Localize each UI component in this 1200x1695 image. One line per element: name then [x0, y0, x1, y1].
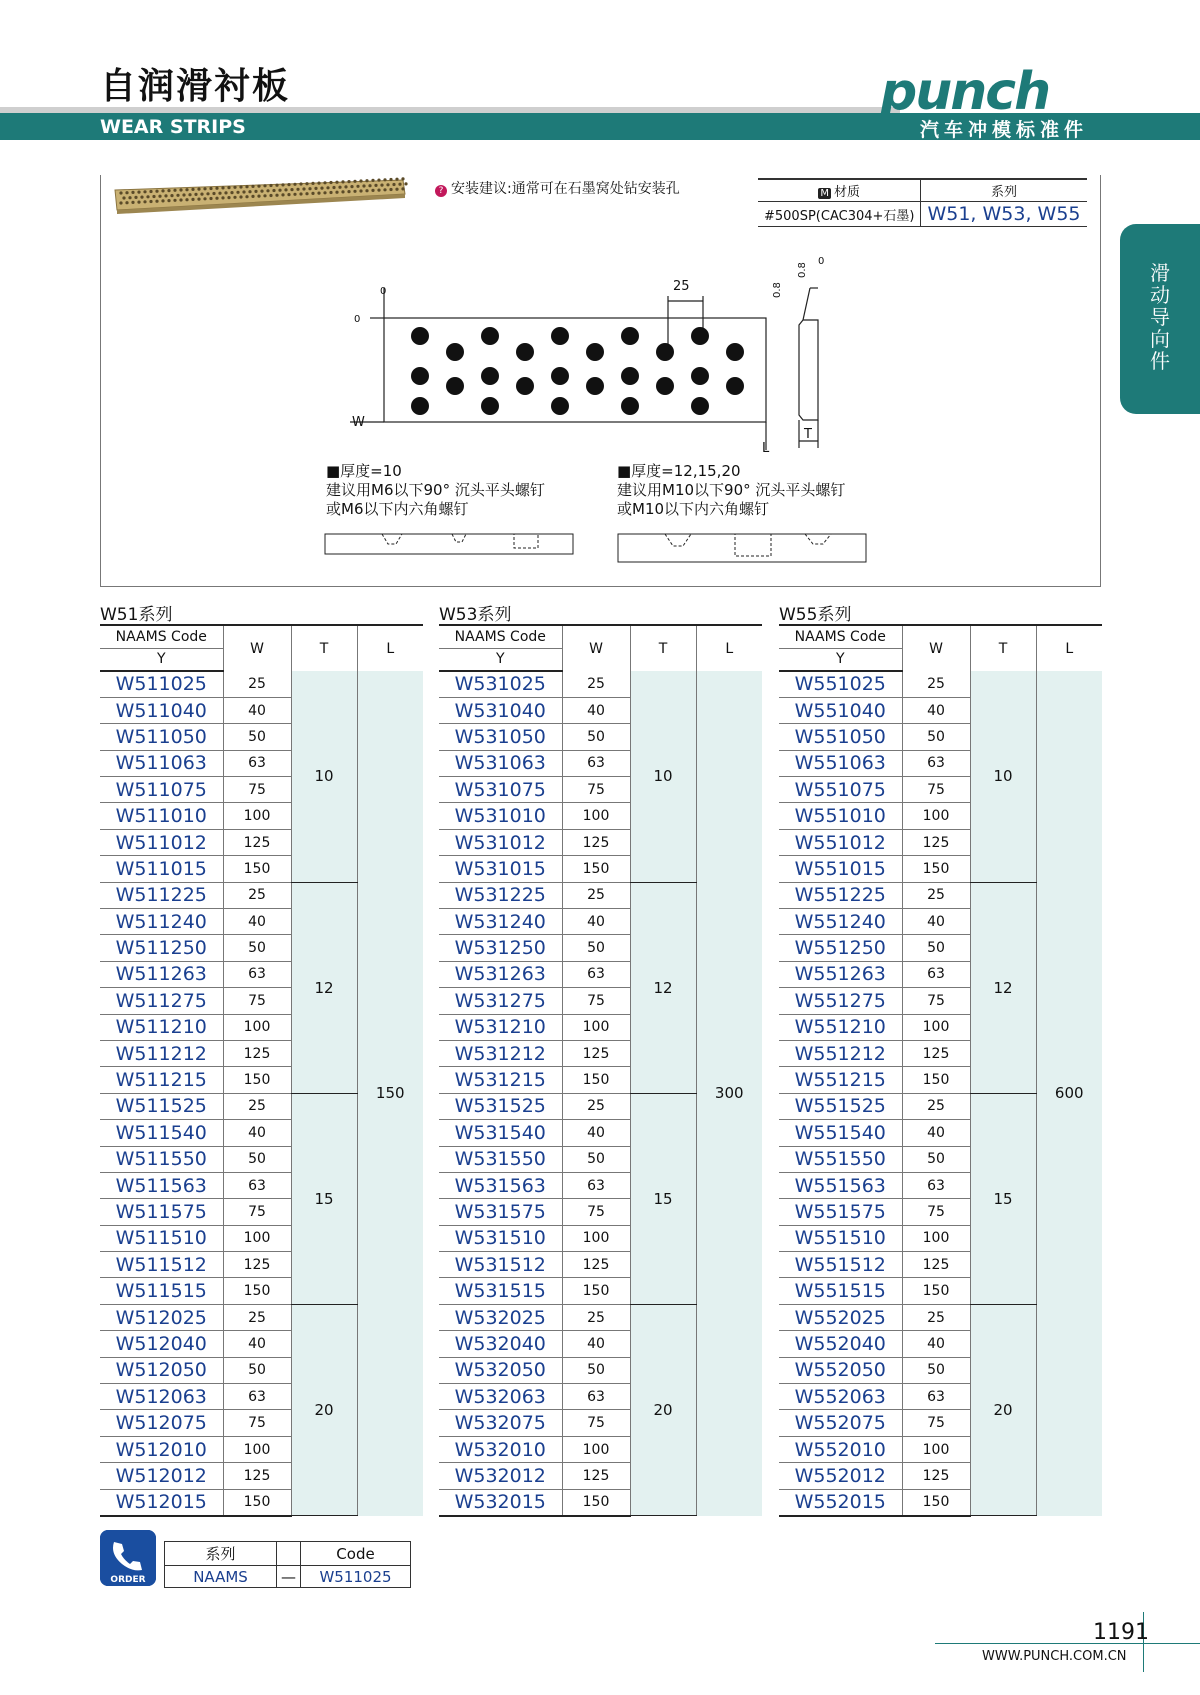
naams-code[interactable]: W531525: [439, 1093, 562, 1119]
thickness-value: 15: [291, 1093, 357, 1304]
wear-strip-photo: [113, 180, 409, 226]
length-value: 150: [357, 671, 423, 1516]
width-value: 25: [902, 1093, 970, 1119]
width-value: 50: [562, 1146, 630, 1172]
dim-l-label: L: [762, 441, 770, 456]
naams-code[interactable]: W552015: [779, 1489, 902, 1515]
width-value: 75: [902, 777, 970, 803]
naams-code[interactable]: W511515: [100, 1278, 223, 1304]
width-value: 75: [902, 988, 970, 1014]
width-value: 150: [223, 1067, 291, 1093]
naams-code[interactable]: W551575: [779, 1199, 902, 1225]
width-value: 63: [562, 750, 630, 776]
naams-code[interactable]: W551240: [779, 909, 902, 935]
width-value: 25: [223, 671, 291, 697]
naams-code[interactable]: W511012: [100, 829, 223, 855]
width-value: 40: [902, 697, 970, 723]
naams-code[interactable]: W531515: [439, 1278, 562, 1304]
naams-code[interactable]: W531025: [439, 671, 562, 697]
width-value: 125: [902, 829, 970, 855]
width-value: 50: [902, 935, 970, 961]
naams-code[interactable]: W532063: [439, 1384, 562, 1410]
width-value: 150: [902, 856, 970, 882]
width-value: 75: [223, 1199, 291, 1225]
width-value: 100: [223, 1014, 291, 1040]
naams-code[interactable]: W511050: [100, 724, 223, 750]
table-row: [100, 671, 423, 697]
naams-code[interactable]: W511075: [100, 777, 223, 803]
naams-code[interactable]: W552040: [779, 1331, 902, 1357]
naams-code[interactable]: W551063: [779, 750, 902, 776]
length-value: 300: [696, 671, 762, 1516]
naams-code[interactable]: W511010: [100, 803, 223, 829]
naams-code[interactable]: W531015: [439, 856, 562, 882]
svg-text:ORDER: ORDER: [110, 1575, 146, 1585]
thickness-value: 20: [970, 1304, 1036, 1515]
width-value: 150: [562, 1489, 630, 1515]
naams-code[interactable]: W532025: [439, 1304, 562, 1330]
naams-code[interactable]: W531510: [439, 1225, 562, 1251]
width-value: 75: [562, 1199, 630, 1225]
naams-code[interactable]: W551215: [779, 1067, 902, 1093]
naams-code[interactable]: W551040: [779, 697, 902, 723]
naams-code[interactable]: W552010: [779, 1436, 902, 1462]
naams-code[interactable]: W531210: [439, 1014, 562, 1040]
width-value: 150: [902, 1067, 970, 1093]
naams-code[interactable]: W511550: [100, 1146, 223, 1172]
naams-code[interactable]: W512012: [100, 1463, 223, 1489]
width-value: 50: [223, 935, 291, 961]
width-value: 25: [562, 1093, 630, 1119]
side-tab-label: 滑动导向件: [1150, 261, 1170, 373]
thickness-value: 10: [970, 671, 1036, 882]
naams-code[interactable]: W511263: [100, 961, 223, 987]
width-value: 40: [562, 697, 630, 723]
width-value: 63: [562, 1172, 630, 1198]
naams-code[interactable]: W551212: [779, 1040, 902, 1066]
width-value: 50: [223, 1357, 291, 1383]
naams-code[interactable]: W531250: [439, 935, 562, 961]
naams-code[interactable]: W551550: [779, 1146, 902, 1172]
thickness-value: 12: [970, 882, 1036, 1093]
width-value: 75: [562, 1410, 630, 1436]
page-number: 1191: [1093, 1620, 1149, 1645]
thickness-value: 15: [970, 1093, 1036, 1304]
naams-code[interactable]: W531540: [439, 1120, 562, 1146]
naams-code[interactable]: W512040: [100, 1331, 223, 1357]
order-icon: [100, 1530, 156, 1586]
width-value: 125: [223, 829, 291, 855]
section-view-10: [324, 530, 574, 560]
thickness-value: 20: [630, 1304, 696, 1515]
width-value: 100: [902, 1014, 970, 1040]
naams-code[interactable]: W531563: [439, 1172, 562, 1198]
naams-code[interactable]: W532075: [439, 1410, 562, 1436]
width-value: 50: [562, 1357, 630, 1383]
naams-code[interactable]: W531063: [439, 750, 562, 776]
width-value: 100: [223, 803, 291, 829]
thickness-value: 10: [630, 671, 696, 882]
naams-code[interactable]: W531263: [439, 961, 562, 987]
width-value: 100: [902, 1225, 970, 1251]
width-value: 150: [562, 856, 630, 882]
width-value: 25: [902, 671, 970, 697]
naams-code[interactable]: W531075: [439, 777, 562, 803]
width-value: 50: [902, 1146, 970, 1172]
naams-code[interactable]: W551510: [779, 1225, 902, 1251]
width-value: 125: [902, 1252, 970, 1278]
naams-code[interactable]: W511215: [100, 1067, 223, 1093]
naams-code[interactable]: W532040: [439, 1331, 562, 1357]
width-value: 25: [562, 671, 630, 697]
width-value: 25: [223, 1304, 291, 1330]
naams-code[interactable]: W512063: [100, 1384, 223, 1410]
width-value: 150: [223, 1278, 291, 1304]
width-value: 150: [902, 1489, 970, 1515]
width-value: 63: [902, 961, 970, 987]
page-title: 自润滑衬板: [100, 66, 291, 107]
naams-code[interactable]: W511025: [100, 671, 223, 697]
naams-code[interactable]: W531050: [439, 724, 562, 750]
technical-drawing: [340, 248, 825, 458]
dim-w-label: W: [352, 415, 365, 430]
width-value: 125: [562, 1463, 630, 1489]
naams-code[interactable]: W551563: [779, 1172, 902, 1198]
brand-logo: punch: [880, 62, 1050, 122]
naams-code[interactable]: W511510: [100, 1225, 223, 1251]
ref-mark-left: 0: [354, 314, 361, 325]
naams-code[interactable]: W551012: [779, 829, 902, 855]
width-value: 40: [902, 1331, 970, 1357]
width-value: 75: [562, 988, 630, 1014]
page-subtitle: WEAR STRIPS: [100, 116, 246, 138]
width-value: 25: [902, 882, 970, 908]
width-value: 100: [902, 803, 970, 829]
width-value: 40: [223, 1331, 291, 1357]
width-value: 150: [562, 1067, 630, 1093]
naams-code[interactable]: W552025: [779, 1304, 902, 1330]
order-code: W511025: [301, 1566, 411, 1588]
naams-code[interactable]: W512075: [100, 1410, 223, 1436]
width-value: 63: [902, 1384, 970, 1410]
naams-code[interactable]: W511240: [100, 909, 223, 935]
width-value: 40: [902, 909, 970, 935]
naams-code[interactable]: W511210: [100, 1014, 223, 1040]
width-value: 150: [223, 856, 291, 882]
naams-code[interactable]: W551225: [779, 882, 902, 908]
width-value: 100: [562, 803, 630, 829]
width-value: 40: [562, 909, 630, 935]
naams-code[interactable]: W512050: [100, 1357, 223, 1383]
width-value: 50: [223, 724, 291, 750]
brand-tagline: 汽车冲模标准件: [920, 119, 1089, 141]
thickness-value: 12: [630, 882, 696, 1093]
width-value: 75: [223, 988, 291, 1014]
width-value: 125: [562, 1040, 630, 1066]
width-value: 25: [562, 1304, 630, 1330]
naams-code[interactable]: W551250: [779, 935, 902, 961]
naams-code[interactable]: W531010: [439, 803, 562, 829]
width-value: 125: [223, 1252, 291, 1278]
naams-code[interactable]: W511063: [100, 750, 223, 776]
naams-code[interactable]: W551515: [779, 1278, 902, 1304]
width-value: 125: [562, 1252, 630, 1278]
naams-code[interactable]: W531275: [439, 988, 562, 1014]
width-value: 63: [902, 750, 970, 776]
naams-code[interactable]: W551015: [779, 856, 902, 882]
width-value: 150: [223, 1489, 291, 1515]
naams-code[interactable]: W531012: [439, 829, 562, 855]
ref-mark-top: 0: [380, 286, 387, 297]
width-value: 25: [562, 882, 630, 908]
website-url[interactable]: WWW.PUNCH.COM.CN: [982, 1649, 1127, 1664]
finish-b: 0.8: [797, 262, 808, 278]
naams-code[interactable]: W551263: [779, 961, 902, 987]
width-value: 63: [223, 1384, 291, 1410]
width-value: 50: [562, 724, 630, 750]
naams-code[interactable]: W531215: [439, 1067, 562, 1093]
naams-code[interactable]: W511225: [100, 882, 223, 908]
mount-note-10: ■厚度=10 建议用M6以下90° 沉头平头螺钉 或M6以下内六角螺钉: [326, 462, 545, 518]
naams-code[interactable]: W551512: [779, 1252, 902, 1278]
naams-code[interactable]: W511250: [100, 935, 223, 961]
thickness-value: 12: [291, 882, 357, 1093]
naams-code[interactable]: W551275: [779, 988, 902, 1014]
width-value: 40: [562, 1120, 630, 1146]
naams-code[interactable]: W511040: [100, 697, 223, 723]
width-value: 63: [562, 961, 630, 987]
series-value: W51, W53, W55: [921, 202, 1087, 227]
width-value: 40: [902, 1120, 970, 1146]
width-value: 50: [562, 935, 630, 961]
width-value: 75: [223, 777, 291, 803]
width-value: 100: [562, 1225, 630, 1251]
naams-code[interactable]: W511275: [100, 988, 223, 1014]
width-value: 40: [562, 1331, 630, 1357]
naams-code[interactable]: W551010: [779, 803, 902, 829]
naams-code[interactable]: W531240: [439, 909, 562, 935]
width-value: 125: [902, 1463, 970, 1489]
naams-code[interactable]: W531512: [439, 1252, 562, 1278]
naams-code[interactable]: W511575: [100, 1199, 223, 1225]
naams-code[interactable]: W532010: [439, 1436, 562, 1462]
naams-code[interactable]: W551075: [779, 777, 902, 803]
width-value: 100: [562, 1014, 630, 1040]
width-value: 40: [223, 909, 291, 935]
width-value: 63: [902, 1172, 970, 1198]
width-value: 125: [902, 1040, 970, 1066]
width-value: 75: [902, 1199, 970, 1225]
width-value: 50: [223, 1146, 291, 1172]
naams-code[interactable]: W551025: [779, 671, 902, 697]
material-table: M 材质 系列 #500SP(CAC304+石墨) W51, W53, W55: [758, 178, 1087, 227]
naams-code[interactable]: W531040: [439, 697, 562, 723]
naams-code[interactable]: W532050: [439, 1357, 562, 1383]
width-value: 50: [902, 724, 970, 750]
width-value: 100: [223, 1436, 291, 1462]
naams-code[interactable]: W551525: [779, 1093, 902, 1119]
naams-code[interactable]: W531212: [439, 1040, 562, 1066]
naams-code[interactable]: W551540: [779, 1120, 902, 1146]
naams-code[interactable]: W532012: [439, 1463, 562, 1489]
naams-code[interactable]: W511525: [100, 1093, 223, 1119]
thickness-value: 10: [291, 671, 357, 882]
width-value: 75: [562, 777, 630, 803]
width-value: 75: [902, 1410, 970, 1436]
spec-table-w53: NAAMS Code W T L Y W531025 25 10 300 W531040 40 W531050 50 W531063 63 W531075 75 W531010 100 W531012 125 W531015 150 W531225 25 12 W531240 40 W531250 50 W531263 63 W531275 75 W531210 100 W531212 125 W531215 150 W531525 25 15 W531540 40 W531550 50 W531563 63 W531575 75 W531510 100 W531512 125 W531515 150 W532025 25 20 W532040 40 W532050 50 W532063 63 W532075 75 W532010 100 W532012 125 W532015 150: [439, 624, 762, 1517]
width-value: 75: [223, 1410, 291, 1436]
naams-code[interactable]: W551210: [779, 1014, 902, 1040]
series-title-w53: W53系列: [439, 605, 512, 625]
width-value: 125: [562, 829, 630, 855]
naams-code[interactable]: W511540: [100, 1120, 223, 1146]
spec-table-w55: NAAMS Code W T L Y W551025 25 10 600 W551040 40 W551050 50 W551063 63 W551075 75 W551010 100 W551012 125 W551015 150 W551225 25 12 W551240 40 W551250 50 W551263 63 W551275 75 W551210 100 W551212 125 W551215 150 W551525 25 15 W551540 40 W551550 50 W551563 63 W551575 75 W551510 100 W551512 125 W551515 150 W552025 25 20 W552040 40 W552050 50 W552063 63 W552075 75 W552010 100 W552012 125 W552015 150: [779, 624, 1102, 1517]
mount-note-12-20: ■厚度=12,15,20 建议用M10以下90° 沉头平头螺钉 或M10以下内六角螺钉: [617, 462, 846, 518]
width-value: 125: [223, 1040, 291, 1066]
width-value: 100: [562, 1436, 630, 1462]
finish-a: 0.8: [772, 282, 783, 298]
table-row: [779, 671, 1102, 697]
width-value: 63: [562, 1384, 630, 1410]
thickness-value: 20: [291, 1304, 357, 1515]
dim-t-label: T: [804, 427, 812, 442]
order-series: NAAMS: [165, 1566, 277, 1588]
naams-code[interactable]: W511563: [100, 1172, 223, 1198]
width-value: 150: [562, 1278, 630, 1304]
naams-code[interactable]: W511512: [100, 1252, 223, 1278]
naams-code[interactable]: W531550: [439, 1146, 562, 1172]
series-title-w55: W55系列: [779, 605, 852, 625]
width-value: 100: [902, 1436, 970, 1462]
width-value: 40: [223, 697, 291, 723]
naams-code[interactable]: W512015: [100, 1489, 223, 1515]
spec-table-w51: NAAMS Code W T L Y W511025 25 10 150 W511040 40 W511050 50 W511063 63 W511075 75 W511010 100 W511012 125 W511015 150 W511225 25 12 W511240 40 W511250 50 W511263 63 W511275 75 W511210 100 W511212 125 W511215 150 W511525 25 15 W511540 40 W511550 50 W511563 63 W511575 75 W511510 100 W511512 125 W511515 150 W512025 25 20 W512040 40 W512050 50 W512063 63 W512075 75 W512010 100 W512012 125 W512015 150: [100, 624, 423, 1517]
naams-code[interactable]: W511015: [100, 856, 223, 882]
naams-code[interactable]: W552012: [779, 1463, 902, 1489]
naams-code[interactable]: W551050: [779, 724, 902, 750]
width-value: 63: [223, 961, 291, 987]
section-view-12-20: [617, 530, 867, 566]
ref-mark-side: 0: [818, 256, 825, 267]
width-value: 150: [902, 1278, 970, 1304]
naams-code[interactable]: W552075: [779, 1410, 902, 1436]
install-note: ? 安装建议:通常可在石墨窝处钻安装孔: [435, 178, 680, 198]
width-value: 40: [223, 1120, 291, 1146]
width-value: 25: [223, 1093, 291, 1119]
naams-code[interactable]: W511212: [100, 1040, 223, 1066]
thickness-value: 15: [630, 1093, 696, 1304]
footer-rule: [935, 1643, 1200, 1644]
width-value: 25: [902, 1304, 970, 1330]
material-value: #500SP(CAC304+石墨): [758, 202, 921, 227]
naams-code[interactable]: W531225: [439, 882, 562, 908]
width-value: 125: [223, 1463, 291, 1489]
length-value: 600: [1036, 671, 1102, 1516]
width-value: 25: [223, 882, 291, 908]
width-value: 63: [223, 1172, 291, 1198]
dim-pitch: 25: [673, 279, 690, 294]
naams-code[interactable]: W531575: [439, 1199, 562, 1225]
width-value: 50: [902, 1357, 970, 1383]
table-row: [439, 671, 762, 697]
naams-code[interactable]: W552050: [779, 1357, 902, 1383]
naams-code[interactable]: W512010: [100, 1436, 223, 1462]
order-example-table: 系列 Code NAAMS — W511025: [164, 1541, 411, 1588]
naams-code[interactable]: W512025: [100, 1304, 223, 1330]
width-value: 100: [223, 1225, 291, 1251]
series-title-w51: W51系列: [100, 605, 173, 625]
naams-code[interactable]: W552063: [779, 1384, 902, 1410]
naams-code[interactable]: W532015: [439, 1489, 562, 1515]
width-value: 63: [223, 750, 291, 776]
